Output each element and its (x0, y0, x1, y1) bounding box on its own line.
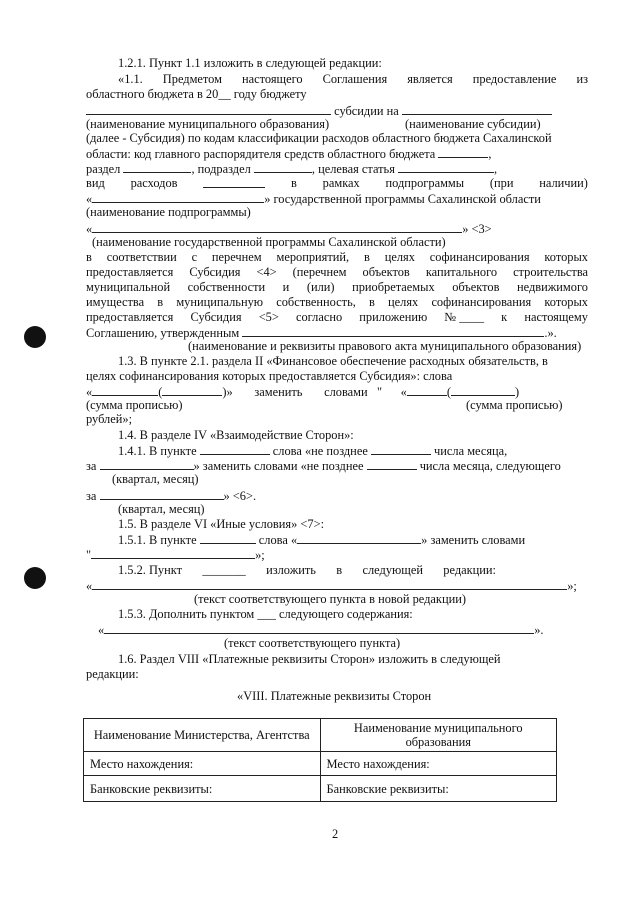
fill-blank (402, 103, 552, 115)
text-line-justified (118, 72, 588, 86)
word: приложению (359, 310, 428, 324)
word: собственность, (276, 295, 356, 309)
page-number: 2 (332, 827, 339, 841)
text-line-justified (86, 310, 588, 324)
text-line-justified (86, 265, 588, 279)
word: является (407, 72, 453, 86)
fill-blank (92, 384, 158, 396)
table-header-ministry: Наименование Министерства, Агентства (84, 719, 321, 752)
text-line-blanks (86, 547, 265, 562)
text-fragment: числа месяца, (434, 444, 508, 458)
word: предоставление (472, 72, 557, 86)
text-fragment: 1.4.1. В пункте (118, 444, 197, 458)
text-line-blanks (86, 103, 552, 118)
word: Соглашения (322, 72, 388, 86)
text-line-justified (118, 563, 496, 577)
fill-blank (100, 488, 224, 500)
text-fragment: « (86, 192, 93, 206)
text-line: (далее - Субсидия) по кодам классификации расходов областного бюджета Сахалинской (86, 131, 552, 145)
field-caption: (наименование подпрограммы) (86, 205, 251, 219)
text-line: редакции: (86, 667, 139, 681)
fill-blank (104, 622, 534, 634)
text-fragment: ( (158, 385, 163, 399)
word: целях (384, 250, 415, 264)
text-fragment: » <3> (462, 222, 492, 236)
fill-blank (371, 443, 431, 455)
word: к (501, 310, 508, 324)
word: настоящему (524, 310, 588, 324)
fill-blank (200, 532, 256, 544)
fill-blank (367, 458, 417, 470)
word: капитального (425, 265, 498, 279)
text-fragment: » заменить словами (421, 533, 526, 547)
text-fragment: " (376, 385, 383, 399)
field-caption: (наименование муниципального образования) (86, 117, 330, 131)
word: согласно (295, 310, 343, 324)
text-fragment: »; (567, 579, 577, 593)
word: софинансирования (431, 295, 532, 309)
punch-hole-bottom (24, 567, 46, 589)
word: объектов (362, 265, 410, 279)
text-fragment: раздел (86, 162, 121, 176)
punch-hole-top (24, 326, 46, 348)
word: муниципальной (86, 280, 171, 294)
table-header-municipality: Наименование муниципального образования (320, 719, 557, 752)
word: предоставляется (86, 310, 174, 324)
word: вид (86, 176, 105, 190)
text-fragment: « (98, 623, 105, 637)
fill-blank (92, 578, 567, 590)
fill-blank (438, 146, 488, 158)
table-cell: Место нахождения: (320, 752, 557, 776)
word: подпрограммы (385, 176, 465, 190)
text-fragment: « (400, 385, 407, 399)
fill-blank (162, 384, 222, 396)
text-line: целях софинансирования которых предоставляется Субсидия»: слова (86, 369, 453, 383)
text-fragment: , целевая статья (311, 162, 395, 176)
word: которых (544, 250, 588, 264)
text-fragment: )» (222, 385, 233, 399)
word: наличии) (539, 176, 588, 190)
word: <4> (256, 265, 277, 279)
text-line-blanks (86, 488, 256, 503)
fill-blank (86, 103, 331, 115)
text-fragment: слова « (258, 533, 298, 547)
text-fragment: 1.5.1. В пункте (118, 533, 197, 547)
text-fragment: « (86, 222, 93, 236)
word: и (282, 280, 290, 294)
section-heading: «VIII. Платежные реквизиты Сторон (237, 689, 432, 703)
text-line-justified (86, 295, 588, 309)
word: целях (388, 295, 419, 309)
word: недвижимого (516, 280, 588, 294)
text-line: 1.5.3. Дополнить пунктом ___ следующего содержания: (118, 607, 413, 621)
field-caption: (наименование субсидии) (405, 117, 541, 131)
text-line-blanks (86, 161, 497, 176)
word: рамках (322, 176, 360, 190)
text-fragment: , (494, 162, 498, 176)
word: в (291, 176, 297, 190)
text-fragment: »; (255, 548, 265, 562)
text-fragment: области: код главного распорядителя средств областного бюджета (86, 147, 436, 161)
text-line-justified (86, 176, 588, 190)
word: № ____ (444, 310, 485, 324)
text-line: 1.4. В разделе IV «Взаимодействие Сторон»: (118, 428, 354, 442)
text-line-blanks (118, 443, 507, 458)
word: «1.1. (118, 72, 143, 86)
word: _______ (202, 563, 246, 577)
fill-blank (297, 532, 421, 544)
word: строительства (513, 265, 588, 279)
text-fragment: » государственной программы Сахалинской области (264, 192, 541, 206)
word: следующей (362, 563, 423, 577)
text-line-blanks (86, 146, 492, 161)
word: в (336, 563, 343, 577)
fill-blank (242, 325, 544, 337)
fill-blank (92, 221, 462, 233)
text-line: областного бюджета в 20__ году бюджету (86, 87, 307, 101)
field-caption: (наименование государственной программы Сахалинской области) (92, 235, 446, 249)
text-line-justified (86, 250, 588, 264)
fill-blank (123, 161, 191, 173)
word: в (86, 250, 92, 264)
text-line-blanks (86, 191, 541, 206)
fill-blank (254, 161, 312, 173)
text-fragment: Соглашению, утвержденным (86, 326, 240, 340)
table-row (84, 776, 557, 802)
word: собственности (187, 280, 266, 294)
fill-blank (100, 458, 194, 470)
text-fragment: ) (514, 385, 520, 399)
word: соответствии (106, 250, 177, 264)
text-line: 1.6. Раздел VIII «Платежные реквизиты Сторон» изложить в следующей (118, 652, 501, 666)
text-fragment: .». (544, 326, 557, 340)
fill-blank (92, 191, 264, 203)
field-caption: (сумма прописью) (86, 398, 183, 412)
table-cell: Банковские реквизиты: (320, 776, 557, 802)
word: в (369, 295, 375, 309)
fill-blank (451, 384, 515, 396)
word: приобретаемых (352, 280, 435, 294)
text-fragment: » заменить словами «не позднее (193, 459, 364, 473)
text-fragment: « (86, 579, 93, 593)
word: Субсидия (189, 265, 241, 279)
field-caption: (текст соответствующего пункта) (224, 636, 401, 650)
word: Субсидия (190, 310, 242, 324)
word: мероприятий, (276, 250, 350, 264)
text-fragment: слова «не позднее (272, 444, 368, 458)
word: настоящего (242, 72, 303, 86)
table-row (84, 719, 557, 752)
text-fragment: за (86, 459, 97, 473)
text-line-justified (86, 280, 588, 294)
text-line-blanks (86, 221, 492, 236)
text-fragment: , (488, 147, 492, 161)
word: (перечнем (292, 265, 347, 279)
text-line: 1.3. В пункте 2.1. раздела II «Финансовое обеспечение расходных обязательств, в (118, 354, 548, 368)
field-caption: (квартал, месяц) (112, 472, 199, 486)
text-fragment: ». (534, 623, 544, 637)
text-line-blanks (118, 532, 525, 547)
text-line-blanks (86, 578, 577, 593)
text-fragment: « (86, 385, 93, 399)
text-fragment: за (86, 489, 97, 503)
text-line: 1.2.1. Пункт 1.1 изложить в следующей редакции: (118, 56, 382, 70)
text-fragment: ( (446, 385, 451, 399)
word: предоставляется (86, 265, 174, 279)
word: (при (489, 176, 514, 190)
word: в (364, 250, 370, 264)
text-fragment: » <6>. (223, 489, 257, 503)
word: имущества (86, 295, 145, 309)
field-caption: (текст соответствующего пункта в новой редакции) (194, 592, 466, 606)
word: перечнем (211, 250, 262, 264)
word: которых (544, 295, 588, 309)
text-fragment: числа месяца, следующего (419, 459, 561, 473)
text-fragment: субсидии на (334, 104, 399, 118)
text-line-blanks (86, 325, 557, 340)
text-fragment: , подраздел (191, 162, 251, 176)
word: изложить (266, 563, 316, 577)
word: из (576, 72, 588, 86)
fill-blank (91, 547, 255, 559)
text-line: 1.5. В разделе VI «Иные условия» <7>: (118, 517, 325, 531)
word: софинансирования (429, 250, 530, 264)
word: (или) (306, 280, 335, 294)
text-line-blanks (98, 622, 544, 637)
fill-blank (398, 161, 494, 173)
text-line: рублей»; (86, 412, 133, 426)
fill-blank (203, 176, 265, 188)
field-caption: (наименование и реквизиты правового акта муниципального образования) (188, 339, 582, 353)
text-fragment: заменить (254, 385, 303, 399)
word: объектов (452, 280, 500, 294)
table-cell: Место нахождения: (84, 752, 321, 776)
text-line-blanks (86, 458, 561, 473)
fill-blank (200, 443, 270, 455)
word: с (191, 250, 198, 264)
table-row (84, 752, 557, 776)
word: муниципальную (176, 295, 264, 309)
word: редакции: (443, 563, 496, 577)
word: в (157, 295, 164, 309)
word: 1.5.2. Пункт (118, 563, 183, 577)
field-caption: (квартал, месяц) (118, 502, 205, 516)
text-fragment: " (86, 548, 92, 562)
payment-details-table (83, 718, 557, 802)
word: расходов (130, 176, 178, 190)
word: <5> (258, 310, 279, 324)
text-fragment: словами (324, 385, 368, 399)
table-cell: Банковские реквизиты: (84, 776, 321, 802)
fill-blank (407, 384, 447, 396)
word: Предметом (162, 72, 222, 86)
text-line-blanks (86, 384, 519, 399)
field-caption: (сумма прописью) (466, 398, 563, 412)
